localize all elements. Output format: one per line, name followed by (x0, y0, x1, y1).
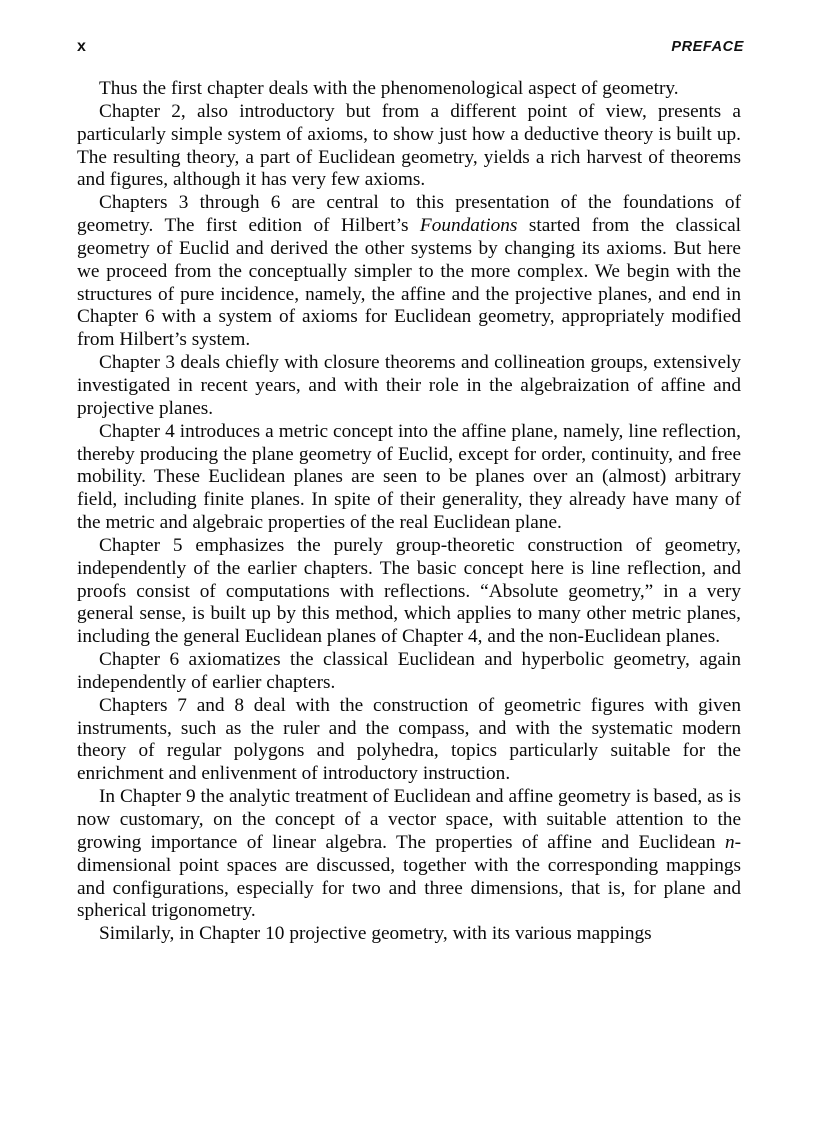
paragraph-text-run: Chapters 3 through 6 are central to this presentation of the foundations of geometry. The first edition of Hilbert’s (77, 192, 741, 237)
paragraph-chapter-10: Similarly, in Chapter 10 projective geometry, with its various mappings (99, 923, 652, 945)
paragraph-chapter-1: Thus the first chapter deals with the phenomenological aspect of geometry. (99, 78, 679, 99)
paragraph-chapters-3-6 (77, 192, 741, 352)
running-head-title: PREFACE (671, 39, 744, 55)
paragraph-text-run: -dimensional point spaces are discussed, together with the corresponding mappings and configurations, especially for two and three dimensions, that is, for plane and spherical trigonometry. (77, 831, 741, 922)
paragraph-chapter-5: Chapter 5 emphasizes the purely group-theoretic construction of geometry, independently of the earlier chapters. The basic concept here is line reflection, and proofs consist of computations with reflections. “Absolute geometry,” in a very general sense, is built up by this method, which applies to many other metric planes, including the general Euclidean planes of Chapter 4, and the non-Euclidean planes. (77, 534, 741, 648)
paragraph-chapter-4: Chapter 4 introduces a metric concept into the affine plane, namely, line reflection, thereby producing the plane geometry of Euclid, except for order, continuity, and free mobility. These Euclidean planes are seen to be planes over an (almost) arbitrary field, including finite planes. In spite of their generality, they already have many of the metric and algebraic properties of the real Euclidean plane. (77, 420, 741, 534)
paragraph-chapter-6: Chapter 6 axiomatizes the classical Euclidean and hyperbolic geometry, again independently of earlier chapters. (77, 649, 741, 693)
paragraph-chapters-7-8: Chapters 7 and 8 deal with the construction of geometric figures with given instruments, such as the ruler and the compass, and with the systematic modern theory of regular polygons and polyhedra, topics particularly suitable for the enrichment and enlivenment of introductory instruction. (77, 694, 741, 785)
italic-title-foundations: Foundations (419, 215, 518, 237)
page-number: x (77, 38, 87, 55)
italic-variable-n: n (724, 831, 735, 853)
paragraph-chapter-3: Chapter 3 deals chiefly with closure theorems and collineation groups, extensively investigated in recent years, and with their role in the algebraization of affine and projective planes. (77, 352, 741, 419)
body-text-block (77, 78, 741, 946)
paragraph-text-run: started from the classical geometry of Euclid and derived the other systems by changing its axioms. But here we proceed from the conceptually simpler to the more complex. We begin with the structures of pure incidence, namely, the affine and the projective planes, and end in Chapter 6 with a system of axioms for Euclidean geometry, appropriately modified from Hilbert’s system. (77, 215, 741, 351)
paragraph-chapter-9 (77, 786, 741, 923)
running-header (77, 38, 744, 62)
paragraph-chapter-2: Chapter 2, also introductory but from a different point of view, presents a particularly simple system of axioms, to show just how a deductive theory is built up. The resulting theory, a part of Euclidean geometry, yields a rich harvest of theorems and figures, although it has very few axioms. (77, 100, 741, 191)
paragraph-text-run: In Chapter 9 the analytic treatment of Euclidean and affine geometry is based, as is now customary, on the concept of a vector space, with suitable attention to the growing importance of linear algebra. The properties of affine and Euclidean (77, 786, 741, 853)
